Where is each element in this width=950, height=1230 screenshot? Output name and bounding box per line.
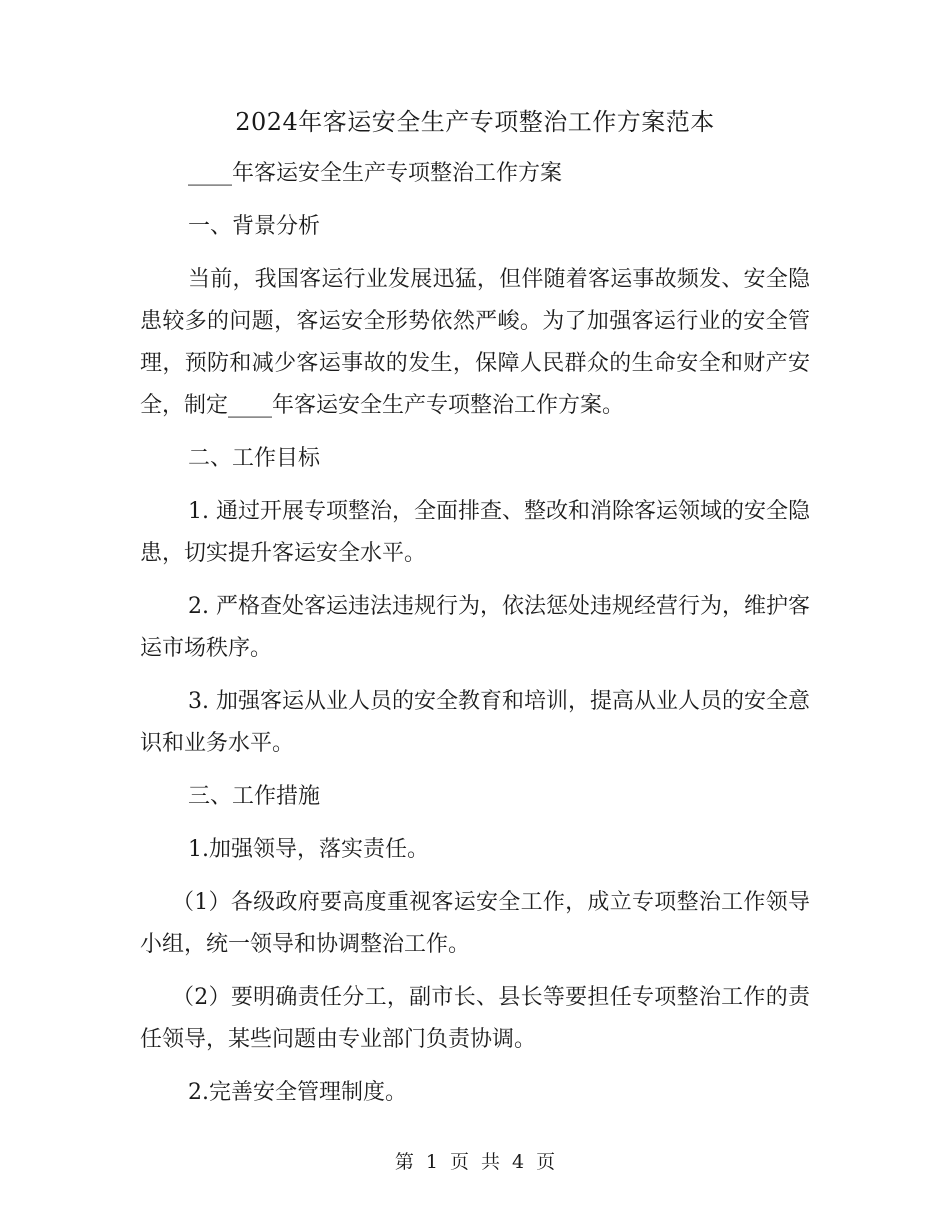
section-heading-measures: 三、工作措施 [188,784,321,809]
goal-item-1: 1. 通过开展专项整治，全面排查、整改和消除客运领域的安全隐患，切实提升客运安全水平。 [140,499,810,566]
section-heading-background: 一、背景分析 [188,214,321,239]
document-title: 2024年客运安全生产专项整治工作方案范本 [235,108,715,136]
document-body [140,153,810,1125]
background-paragraph: 当前，我国客运行业发展迅猛，但伴随着客运事故频发、安全隐患较多的问题，客运安全形势依然严峻。为了加强客运行业的安全管理，预防和减少客运事故的发生，保障人民群众的生命安全和财产安全，制定____年客运安全生产专项整治工作方案。 [140,267,810,418]
measure-item-2: 2.完善安全管理制度。 [188,1080,407,1105]
measure-item-1: 1.加强领导，落实责任。 [188,837,429,862]
measure-subitem-1: （1）各级政府要高度重视客运安全工作，成立专项整治工作领导小组，统一领导和协调整治工作。 [140,890,810,957]
section-heading-goals: 二、工作目标 [188,446,321,471]
goal-item-3: 3. 加强客运从业人员的安全教育和培训，提高从业人员的安全意识和业务水平。 [140,689,810,756]
measure-subitem-2: （2）要明确责任分工，副市长、县长等要担任专项整治工作的责任领导，某些问题由专业部门负责协调。 [140,985,810,1052]
page-number-footer: 第 1 页 共 4 页 [394,1151,556,1173]
goal-item-2: 2. 严格查处客运违法违规行为，依法惩处违规经营行为，维护客运市场秩序。 [140,594,810,661]
subtitle-paragraph: ____年客运安全生产专项整治工作方案 [188,161,563,186]
